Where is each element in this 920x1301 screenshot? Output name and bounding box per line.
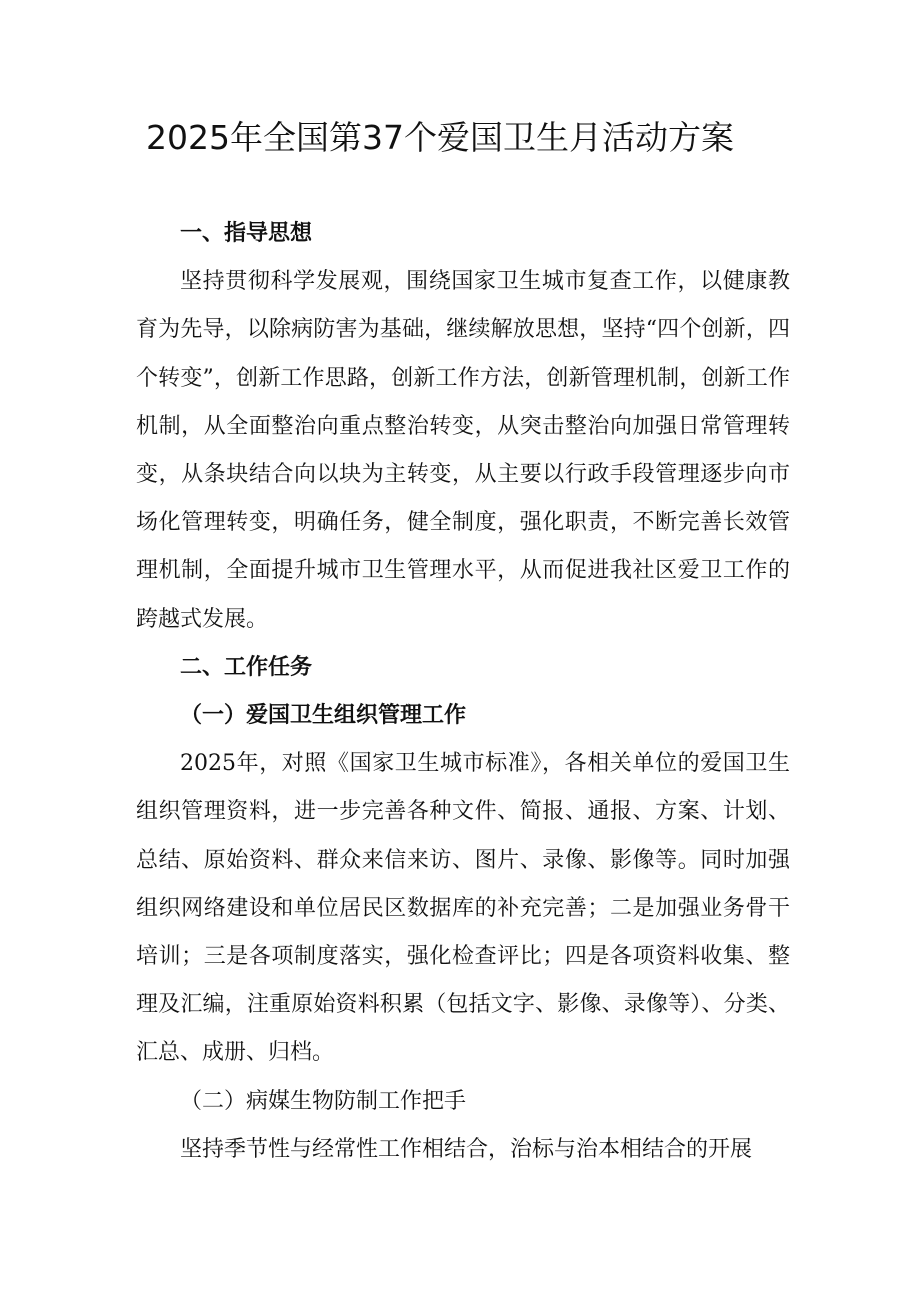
paragraph-organization-management: 2025年，对照《国家卫生城市标准》，各相关单位的爱国卫生组织管理资料，进一步完善各种文件、简报、通报、方案、计划、总结、原始资料、群众来信来访、图片、录像、影像等。同时加强组织网络建设和单位居民区数据库的补充完善；二是加强业务骨干培训；三是各项制度落实，强化检查评比；四是各项资料收集、整理及汇编，注重原始资料积累（包括文字、影像、录像等）、分类、汇总、成册、归档。 — [136, 751, 790, 1066]
section-heading-work-tasks: 二、工作任务 — [180, 654, 313, 680]
subsection-heading-vector-control: （二）病媒生物防制工作把手 — [180, 1088, 467, 1114]
document-title: 2025年全国第37个爱国卫生月活动方案 — [146, 118, 734, 157]
paragraph-vector-control: 坚持季节性与经常性工作相结合，治标与治本相结合的开展 — [180, 1136, 753, 1162]
document-body — [136, 210, 790, 1174]
paragraph-guiding-ideology: 坚持贯彻科学发展观，围绕国家卫生城市复查工作，以健康教育为先导，以除病防害为基础，继续解放思想，坚持“四个创新，四个转变”，创新工作思路，创新工作方法，创新管理机制，创新工作机制，从全面整治向重点整治转变，从突击整治向加强日常管理转变，从条块结合向以块为主转变，从主要以行政手段管理逐步向市场化管理转变，明确任务，健全制度，强化职责，不断完善长效管理机制，全面提升城市卫生管理水平，从而促进我社区爱卫工作的跨越式发展。 — [136, 269, 790, 632]
section-heading-guiding-ideology: 一、指导思想 — [180, 221, 313, 246]
subsection-heading-organization-management: （一）爱国卫生组织管理工作 — [180, 703, 467, 729]
